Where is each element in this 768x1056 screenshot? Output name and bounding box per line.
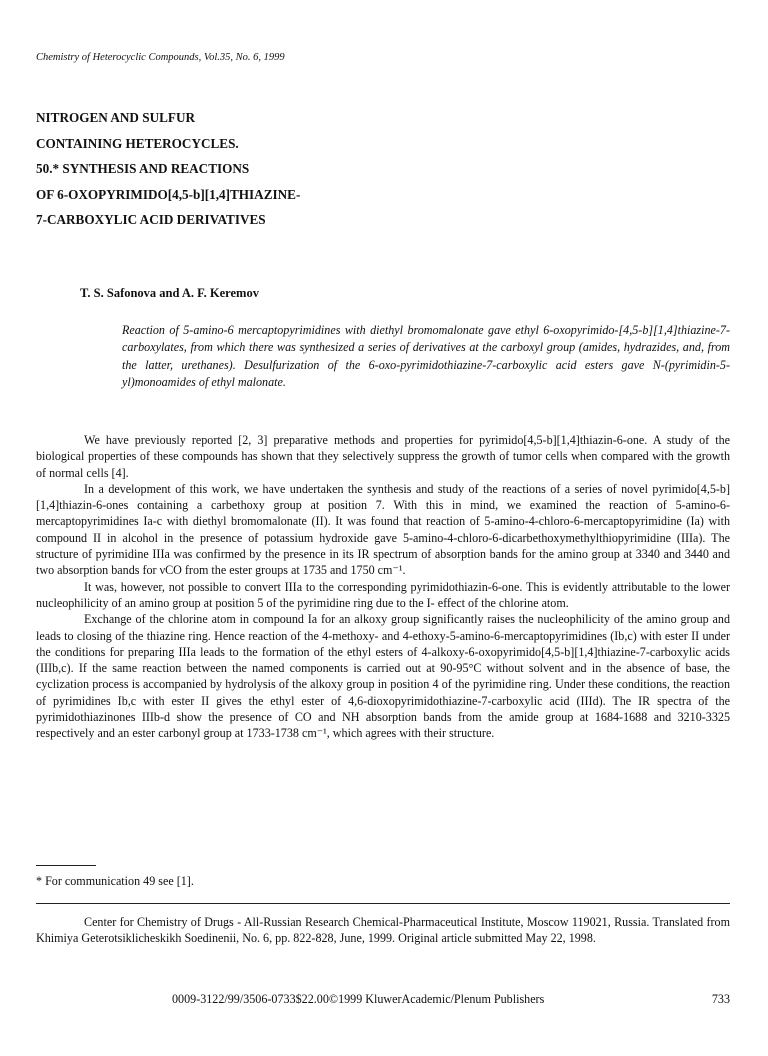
body-paragraph: Exchange of the chlorine atom in compound Ia for an alkoxy group significantly raises the nucleophilicity of the amino group and leads to closing of the thiazine ring. Hence reaction of the 4-methoxy- and 4-ethoxy-5-amino-6-mercaptopyrimidines (Ib,c) with ester II under the conditions for preparing IIIa leads to the formation of the ethyl esters of 4-alkoxy-6-oxopyrimido[4,5-b][1,4]thiazine-7-carboxylic acids (IIIb,c). If the same reaction between the named components is carried out at 90-95°C without solvent and in the absence of base, the cyclization process is accompanied by hydrolysis of the alkoxy group in position 4 of the pyrimidine ring. Under these conditions, the reaction of pyrimidines Ib,c with ester II gives the ethyl ester of 4,6-dioxopyrimidothiazine-7-carboxylic acid (IIId). The IR spectra of the pyrimidothiazinones IIIb-d show the presence of CO and NH absorption bands from the amide group at 1684-1688 and 3210-3325 respectively and an ester carbonyl group at 1733-1738 cm⁻¹, which agrees with their structure.: [36, 612, 730, 741]
title-line: 50.* SYNTHESIS AND REACTIONS: [36, 161, 250, 177]
authors: T. S. Safonova and A. F. Keremov: [80, 286, 259, 300]
affiliation-text: Center for Chemistry of Drugs - All-Russian Research Chemical-Pharmaceutical Institute, Moscow 119021, Russia. Translated from Khimiya Geterotsiklicheskikh Soedinenii, No. 6, pp. 822-828, June, 1999. Original article submitted May 22, 1998.: [36, 915, 730, 946]
footnote: * For communication 49 see [1].: [36, 874, 194, 888]
title-line: NITROGEN AND SULFUR: [36, 110, 196, 125]
abstract: Reaction of 5-amino-6 mercaptopyrimidines with diethyl bromomalonate gave ethyl 6-oxopyrimido-[4,5-b][1,4]thiazine-7-carboxylates, from which there was synthesized a series of derivatives at the carboxyl group (amides, hydrazides, and, from the latter, urethanes). Desulfurization of the 6-oxo-pyrimidothiazine-7-carboxylic acid esters gave N-(pyrimidin-5-yl)monoamides of ethyl malonate.: [122, 323, 730, 389]
body-paragraph: In a development of this work, we have undertaken the synthesis and study of the reactions of a series of novel pyrimido[4,5-b][1,4]thiazin-6-ones containing a carbethoxy group at position 7. With this in mind, we examined the reaction of 5-amino-6-mercaptopyrimidines Ia-c with diethyl bromomalonate (II). It was found that reaction of 5-amino-4-chloro-6-mercaptopyrimidine (Ia) with compound II in alcohol in the presence of potassium hydroxide gave 5-amino-4-chloro-6-dicarbethoxymethylthiopyrimidine (IIIa). The structure of pyrimidine IIIa was confirmed by the presence in its IR spectrum of absorption bands for the amino group at 3340 and 3440 and two absorption bands for νCO from the ester groups at 1735 and 1750 cm⁻¹.: [36, 481, 730, 578]
copyright-code: 0009-3122/99/3506-0733$22.00©1999 KluwerAcademic/Plenum Publishers: [172, 992, 545, 1006]
article-title: [36, 105, 636, 233]
page-footer: [36, 992, 730, 1008]
title-line: CONTAINING HETEROCYCLES.: [36, 135, 239, 151]
body-paragraph: It was, however, not possible to convert IIIa to the corresponding pyrimidothiazin-6-one. This is evidently attributable to the lower nucleophilicity of an amino group at position 5 of the pyrimidine ring due to the I- effect of the chlorine atom.: [36, 579, 730, 610]
page-number: 733: [711, 992, 730, 1006]
title-line: OF 6-OXOPYRIMIDO[4,5-b][1,4]THIAZINE-: [36, 186, 301, 202]
affiliation-block: [36, 914, 730, 947]
journal-citation: Chemistry of Heterocyclic Compounds, Vol.35, No. 6, 1999: [36, 52, 285, 63]
body-paragraph: We have previously reported [2, 3] preparative methods and properties for pyrimido[4,5-b][1,4]thiazin-6-one. A study of the biological properties of these compounds has shown that they selectively suppress the growth of tumor cells when compared with the growth of normal cells [4].: [36, 433, 730, 480]
article-body: [36, 432, 730, 742]
affiliation-divider: [36, 903, 730, 904]
title-line: 7-CARBOXYLIC ACID DERIVATIVES: [36, 212, 266, 228]
footnote-divider: [36, 865, 96, 866]
